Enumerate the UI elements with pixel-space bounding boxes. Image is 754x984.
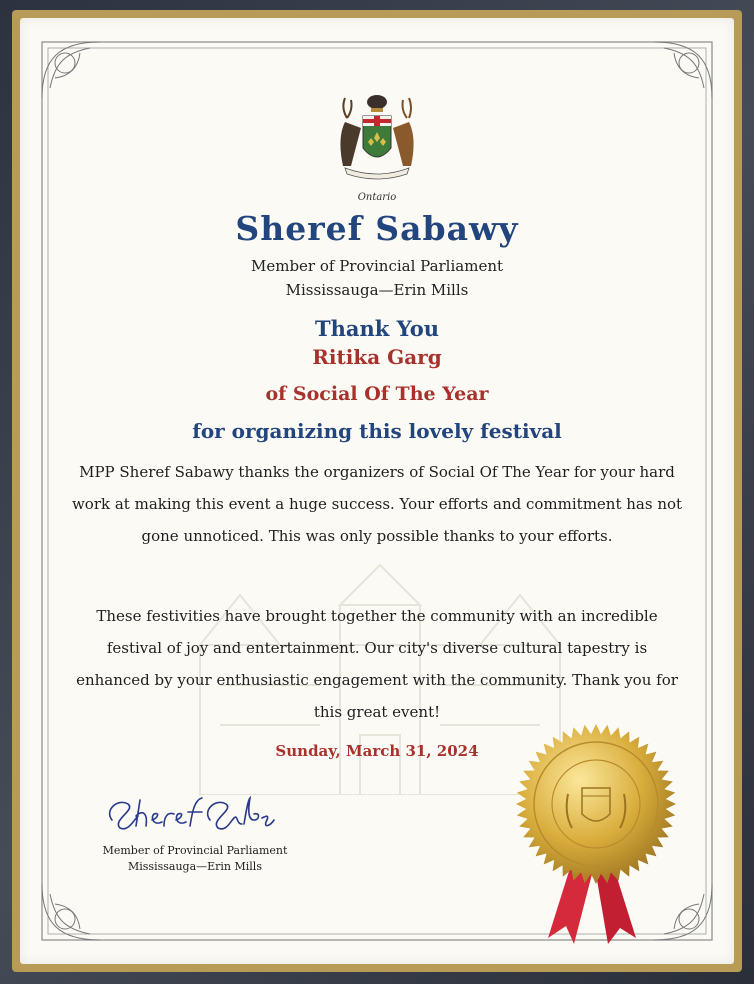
- corner-ornament-top-left: [42, 42, 100, 98]
- handwritten-signature: [98, 780, 278, 840]
- corner-ornament-top-right: [654, 42, 712, 98]
- recipient-name: Ritika Garg: [312, 345, 442, 369]
- recognition-reason: for organizing this lovely festival: [192, 419, 562, 443]
- ontario-coat-of-arms-icon: [327, 88, 427, 188]
- certificate-date: Sunday, March 31, 2024: [275, 742, 479, 760]
- crest-caption: Ontario: [357, 192, 397, 203]
- corner-ornament-bottom-left: [42, 884, 100, 940]
- organization-name: of Social Of The Year: [265, 383, 489, 405]
- mpp-name-heading: Sheref Sabawy: [235, 209, 519, 248]
- mpp-riding: Mississauga—Erin Mills: [285, 281, 469, 299]
- signature-title: Member of Provincial Parliament: [102, 844, 288, 857]
- gold-seal-icon: [508, 718, 684, 948]
- body-paragraph-2: These festivities have brought together the community with an incredible festival of joy and entertainment. Our city's diverse cultural tapestry is enhanced by your enthusiastic engagement with the community. Thank you for this great event!: [76, 607, 678, 721]
- mpp-title: Member of Provincial Parliament: [250, 257, 504, 275]
- body-paragraph-1: MPP Sheref Sabawy thanks the organizers of Social Of The Year for your hard work at making this event a huge success. Your efforts and commitment has not gone unnoticed. This was only possible thanks to your efforts.: [71, 463, 683, 545]
- thank-you-heading: Thank You: [314, 316, 440, 341]
- signature-riding: Mississauga—Erin Mills: [128, 860, 262, 873]
